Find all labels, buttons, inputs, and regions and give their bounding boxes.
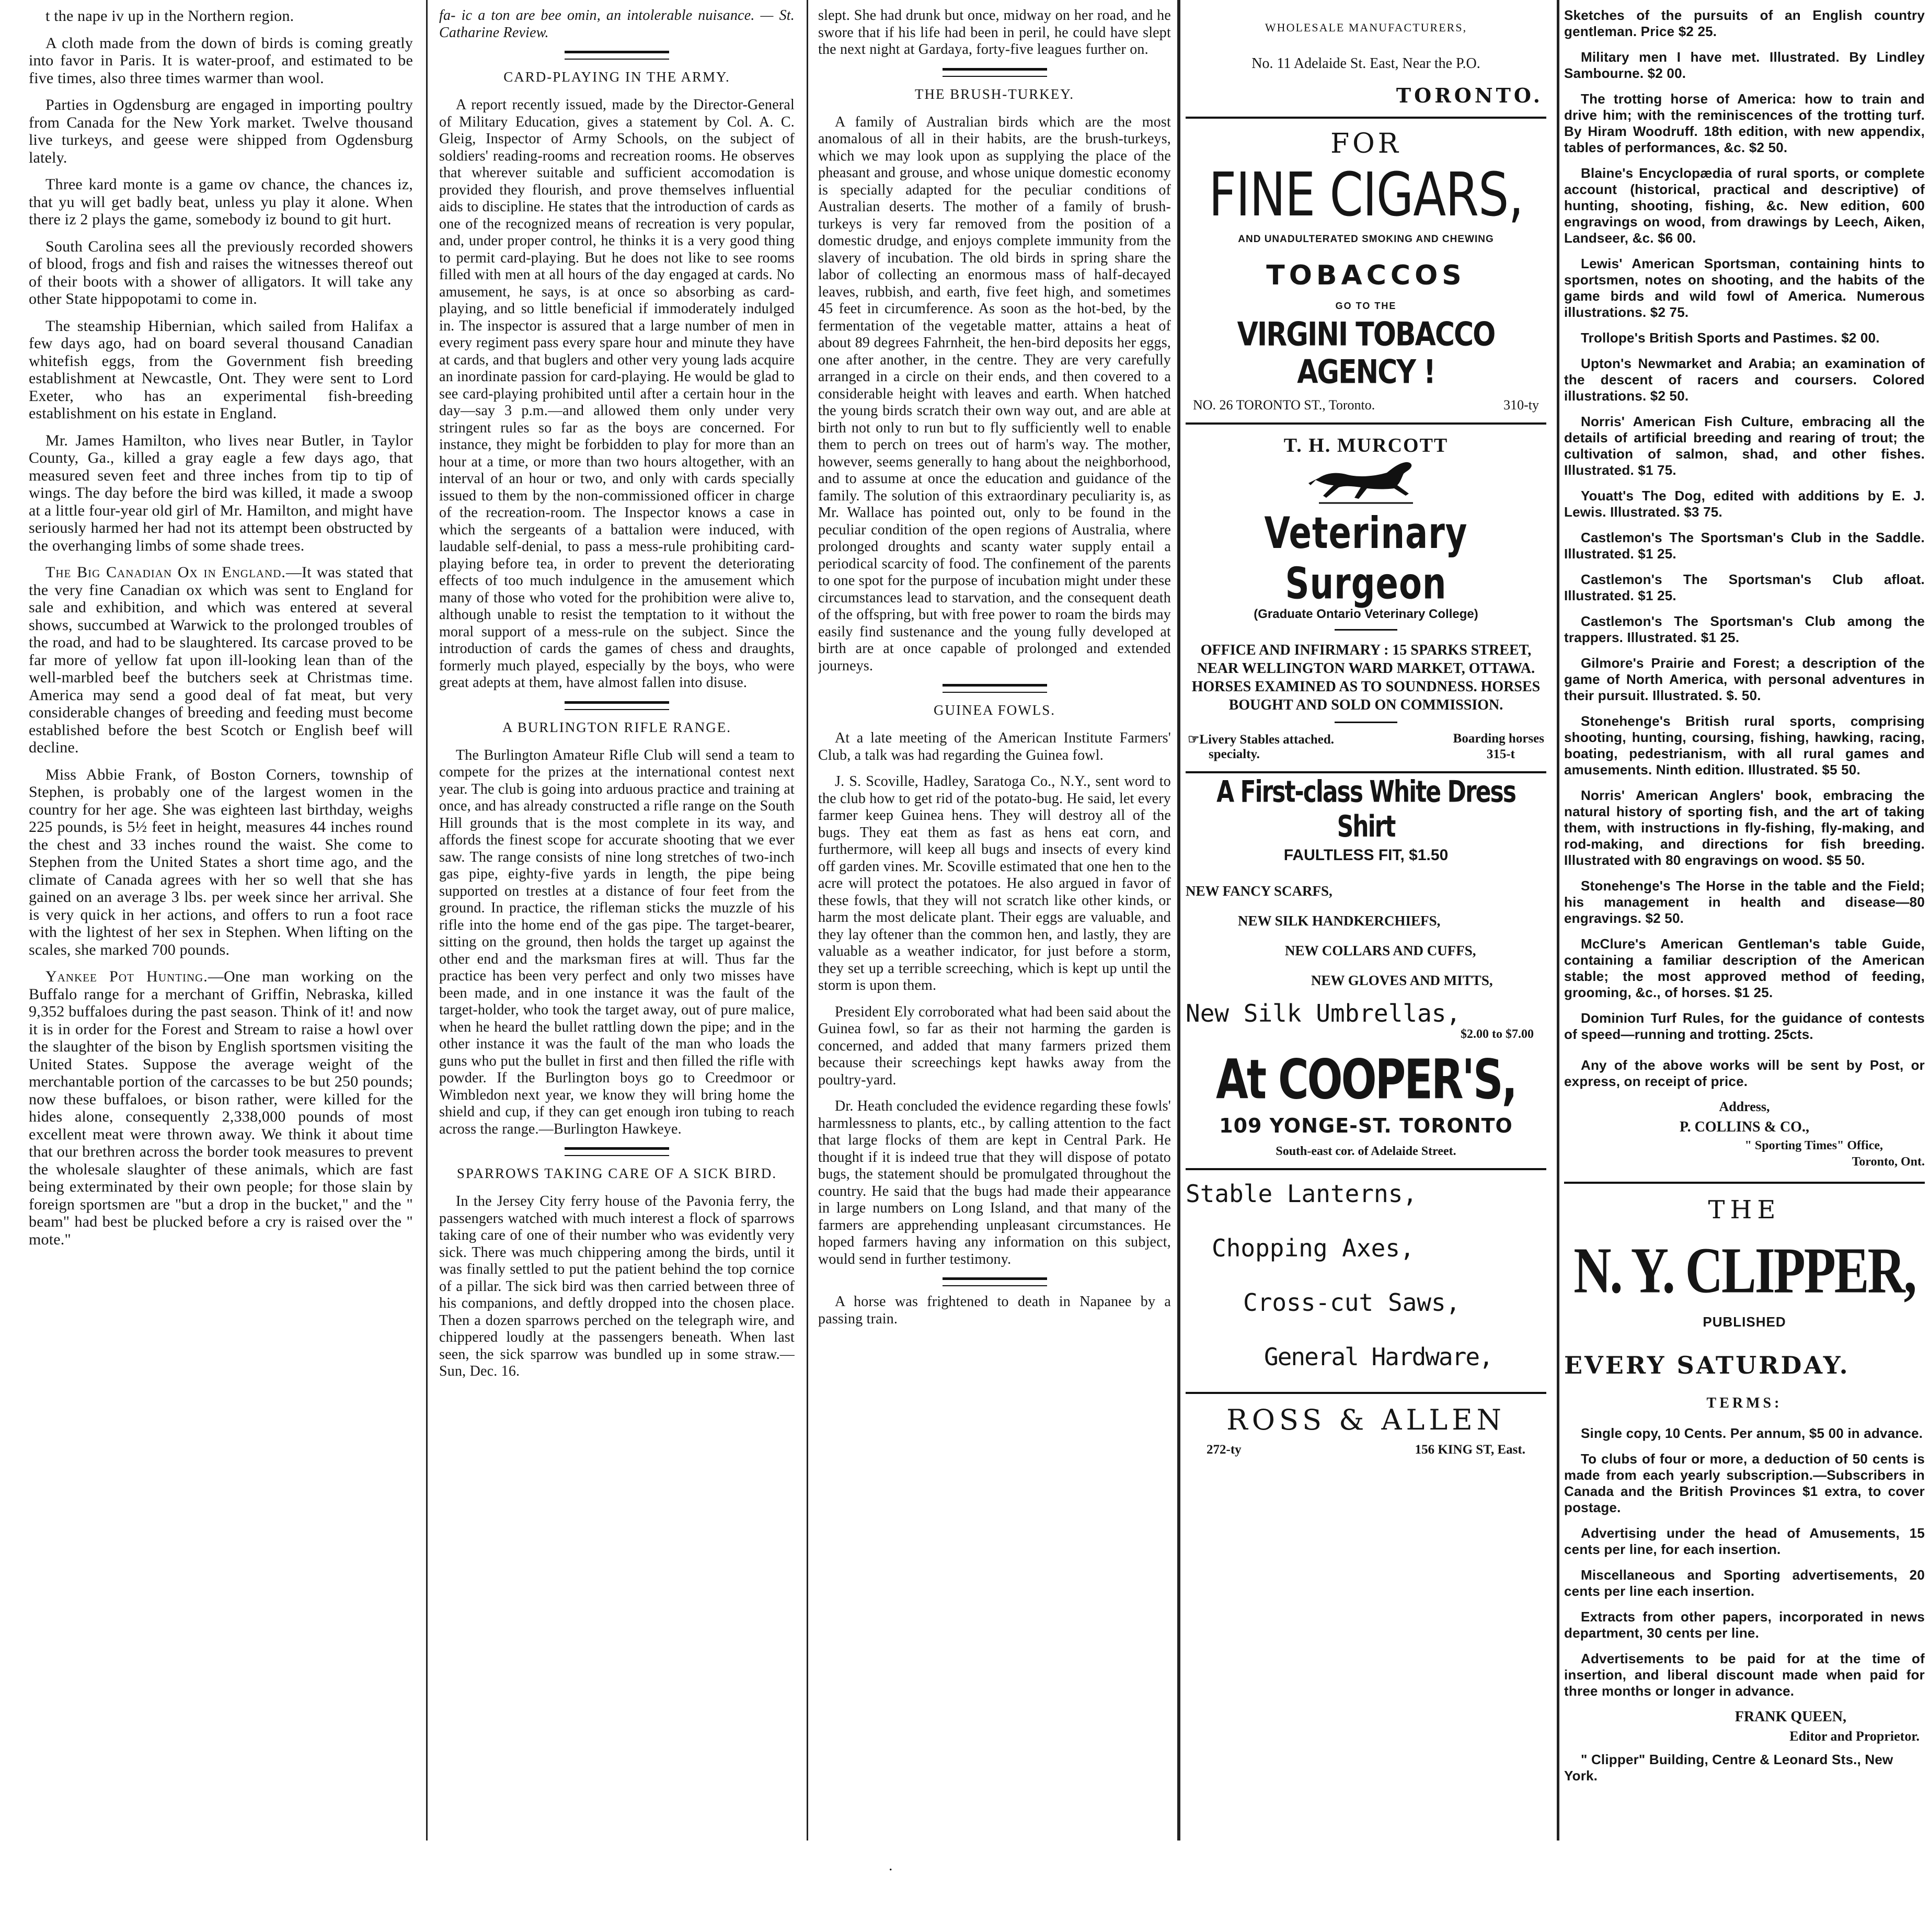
ad-line: Address, — [1719, 1099, 1770, 1114]
ad-line: EVERY SATURDAY. — [1564, 1351, 1850, 1379]
news-item: Parties in Ogdensburg are engaged in importing poultry from Canada for the New York market. Twelve thousand live turkeys, and geese were shipped from Ogdensburg lately. — [29, 96, 413, 166]
column-top-fragment: fa- ic a ton are bee omin, an intolerable nuisance. — St. Catharine Review. — [439, 7, 795, 41]
item-body: —It was stated that the very fine Canadian ox which was sent to England for sale and exhibition, and which was entered at several shows, succumbed at Warwick to the prolonged troubles of the road, and had to be slaughtered. Its carcase proved to be far more of yellow fat upon ill-looking lean than of the well-marbled beef the butchers seek at Christmas time. America may send a good deal of fat meat, but very considerable changes of breeding and feeding must become established before the best Scotch or English beef will decline. — [29, 564, 413, 756]
terms-item: Advertisements to be paid for at the time of insertion, and liberal discount made when paid for three months or longer in advance. — [1564, 1651, 1925, 1699]
ad-cigars — [1186, 128, 1546, 413]
book-entry: Youatt's The Dog, edited with additions by E. J. Lewis. Illustrated. $3 75. — [1564, 488, 1925, 520]
ad-divider — [1186, 117, 1546, 119]
news-item: t the nape iv up in the Northern region. — [45, 7, 294, 25]
ad-line: Cross-cut Saws, — [1243, 1288, 1461, 1317]
news-item: South Carolina sees all the previously recorded showers of blood, frogs and fish and raises the witnesses thereof out of their boots with a shower of alligators. It will take any other State hippopotami to come in. — [29, 237, 413, 307]
ad-body: Any of the above works will be sent by Post, or express, on receipt of price. — [1564, 1057, 1925, 1089]
ad-line: General Hardware, — [1264, 1343, 1492, 1371]
ad-headline: VIRGINI TOBACCO AGENCY ! — [1237, 316, 1495, 391]
book-list — [1564, 7, 1925, 1043]
news-item — [29, 968, 413, 1248]
ad-divider — [1186, 1392, 1546, 1394]
ad-headline: A First-class White Dress Shirt — [1216, 774, 1515, 844]
article-body: In the Jersey City ferry house of the Pavonia ferry, the passengers watched with much interest a flock of sparrows taking care of one of their number who was evidently very sick. There was much chippering among the birds, until it was finally settled to put the patient behind the top cornice of a pillar. The sick bird was then carried between three of his companions, and deftly dropped into the chosen place. Then a dozen sparrows perched on the telegraph wire, and chippered loudly at the passengers beneath. When last seen, the sick sparrow was bundled up in some straw.—Sun, Dec. 16. — [439, 1193, 795, 1379]
column-5 — [1564, 7, 1925, 1822]
section-divider — [565, 1147, 669, 1156]
ad-line: THE — [1708, 1195, 1781, 1225]
ad-line: NEW FANCY SCARFS, — [1186, 883, 1332, 899]
book-entry: Castlemon's The Sportsman's Club afloat. Illustrated. $1 25. — [1564, 571, 1925, 603]
ad-code: 310-ty — [1503, 397, 1539, 413]
news-item: A horse was frightened to death in Napanee by a passing train. — [818, 1294, 1171, 1327]
book-entry: Norris' American Anglers' book, embracing the natural history of sporting fish, and the art of taking them, with instructions in fly-fishing, fly-making, and rod-making, and directions for fish breeding. Illustrated with 80 engravings on wood. $5 50. — [1564, 787, 1925, 868]
article-body: A family of Australian birds which are the most anomalous of all in their habits, are the brush-turkeys, which we may look upon as supplying the place of the pheasant and grouse, and whose unique domestic economy is specially adapted for the peculiar conditions of Australian deserts. The mother of a family of brush-turkeys is very far removed from the position of a domestic drudge, and enjoys complete immunity from the slavery of incubation. The old birds in spring share the labor of collecting an enormous mass of half-decayed leaves, rubbish, and earth, five feet high, and sometimes 45 feet in circumference. As soon as the hot-bed, by the fermentation of the vegetable matter, attains a heat of about 89 degrees Fahrnheit, the hen-bird deposits her eggs, one after another, in the centre. They are very carefully arranged in a circle on their ends, and then covered to a considerable height with leaves and earth. When hatched the young birds scratch their own way out, and are able at birth not only to run but to fly sufficiently well to enable them to perch on trees out of harm's way. The mother, however, seems generally to hang about the neighborhood, and to assume at once the education and guidance of the family. The solution of this extraordinary peculiarity is, as Mr. Wallace has pointed out, only to be found in the peculiar condition of the open regions of Australia, where prolonged droughts and scanty water supply entail a periodical scarcity of food. The confinement of the parents to one spot for the purpose of incubation might under these circumstances lead to starvation, and the consequent death of the offspring, but with free power to roam the birds may easily find sustenance and the young fully developed at birth are at once capable of prolonged and extended journeys. — [818, 113, 1171, 674]
ad-note: specialty. — [1209, 747, 1260, 761]
ad-divider — [1186, 422, 1546, 425]
news-item: Mr. James Hamilton, who lives near Butler, in Taylor County, Ga., killed a gray eagle a few days ago, that measured seven feet and three inches from tip to tip of wings. The day before the bird was killed, it made a swoop at a little four-year old girl of Mr. Hamilton, and might have seriously harmed her had not its attempt been obstructed by the overhanging limbs of some shade trees. — [29, 431, 413, 554]
book-entry: Military men I have met. Illustrated. By Lindley Sambourne. $2 00. — [1564, 49, 1925, 81]
column-rule — [1557, 0, 1559, 1840]
ad-headline: ROSS & ALLEN — [1226, 1403, 1506, 1436]
article-heading: A BURLINGTON RIFLE RANGE. — [502, 719, 731, 735]
terms-item: Single copy, 10 Cents. Per annum, $5 00 in advance. — [1581, 1425, 1923, 1441]
section-divider — [943, 1277, 1047, 1286]
terms-item: To clubs of four or more, a deduction of 50 cents is made from each yearly subscription.—Subscribers in Canada and the British Provinces $1 extra, to cover postage. — [1564, 1451, 1925, 1515]
ad-line: Editor and Proprietor. — [1789, 1729, 1920, 1744]
ad-line: FAULTLESS FIT, $1.50 — [1283, 847, 1449, 864]
ad-line: NEW COLLARS AND CUFFS, — [1285, 943, 1476, 958]
column-rule — [807, 0, 808, 1840]
column-top-fragment: slept. She had drunk but once, midway on her road, and he swore that if his life had been in peril, he could have slept the next night at Gardaya, forty-five leagues further on. — [818, 7, 1171, 58]
ad-line: P. COLLINS & CO., — [1680, 1119, 1809, 1135]
ad-veterinary — [1186, 434, 1546, 762]
page-mark: . — [889, 1857, 893, 1874]
column-1 — [29, 7, 413, 1822]
ad-line: New Silk Umbrellas, — [1186, 999, 1461, 1027]
book-entry: Gilmore's Prairie and Forest; a description of the game of North America, with personal adventures in their pursuit. Illustrated. $. 50. — [1564, 655, 1925, 703]
ad-divider — [1186, 771, 1546, 773]
section-divider — [943, 68, 1047, 77]
column-2 — [439, 7, 795, 1822]
ad-wholesale — [1186, 21, 1546, 107]
ad-line: GO TO THE — [1335, 301, 1397, 311]
book-entry: Stonehenge's The Horse in the table and the Field; his management in health and disease—80 engravings. $2 50. — [1564, 878, 1925, 926]
ad-line: WHOLESALE MANUFACTURERS, — [1265, 21, 1467, 34]
ad-line: FRANK QUEEN, — [1734, 1709, 1846, 1725]
book-entry: Dominion Turf Rules, for the guidance of contests of speed—running and trotting. 25cts. — [1564, 1010, 1925, 1042]
ad-note: ☞Livery Stables attached. — [1188, 733, 1335, 747]
ad-line — [1186, 1443, 1546, 1457]
article-body: Dr. Heath concluded the evidence regarding these fowls' harmlessness to plants, etc., by calling attention to the fact that large flocks of them are kept in Central Park. He thought if it is indeed true that they will dispose of potato bugs, the statement should be promulgated throughout the country. He said that the bugs had made their appearance in large numbers on Long Island, and that many of the farmers are apprehending unpleasant circumstances. He hoped farmers having any information on this subject, would send in further testimony. — [818, 1098, 1171, 1267]
ad-line: 109 YONGE-ST. TORONTO — [1219, 1114, 1513, 1137]
article-body: J. S. Scoville, Hadley, Saratoga Co., N.Y., sent word to the club how to get rid of the potato-bug. He said, let every farmer keep Guinea hens. They will destroy all of the bugs. They eat them as fast as hens eat corn, and furthermore, will keep all bugs and insects of every kind off garden vines. Mr. Scoville estimated that one hen to the acre will protect the potatoes. He also argued in favor of these fowls, that they will not scratch like other kinds, or harm the most delicate plant. Their eggs are valuable, and they lay oftener than the common hen, and lastly, they are valuable as a weather indicator, for just before a storm, they set up a terrible screeching, which is kept up until the storm is upon them. — [818, 773, 1171, 993]
article-heading: THE BRUSH-TURKEY. — [914, 86, 1074, 102]
ad-line: T. H. MURCOTT — [1283, 435, 1449, 456]
ad-line: Chopping Axes, — [1212, 1234, 1415, 1262]
book-entry: Blaine's Encyclopædia of rural sports, or complete account (historical, practical and descriptive) of hunting, shooting, fishing, &c. New edition, 600 engravings on wood, from drawings by Leech, Aiken, Landseer, &c. $6 00. — [1564, 165, 1925, 246]
item-body: —One man working on the Buffalo range for a merchant of Griffin, Nebraska, killed 9,352 buffaloes during the past season. Think of it! and now it is in order for the Forest and Stream to raise a howl over the slaughter of the bison by English sportsmen visiting the United States. Suppose the average weight of the merchantable portion of the carcasses to be but 250 pounds; now these buffaloes, or bison rather, were killed for the hides alone, consequently 2,338,000 pounds of most excellent meat were thrown away. We think it about time that our brethren across the border took measures to prevent the wholesale slaughter of these animals, which are fast being exterminated by their own people; for those slain by foreign sportsmen are "but a drop in the bucket," and the " beam" had best be plucked before a cry is raised over the " mote." — [29, 968, 413, 1248]
ad-divider — [1186, 1168, 1546, 1170]
terms-item: Advertising under the head of Amusements, 15 cents per line, for each insertion. — [1564, 1525, 1925, 1557]
ad-line — [1186, 731, 1546, 747]
ad-ross-allen — [1186, 1180, 1546, 1457]
ad-line: $2.00 to $7.00 — [1461, 1027, 1534, 1041]
article-body: The Burlington Amateur Rifle Club will send a team to compete for the prizes at the international contest next year. The club is going into arduous practice and training at once, and has already constructed a rifle range on the South Hill grounds that is the most complete in its way, and affords the finest scope for accurate shooting that we ever saw. The range consists of nine long stretches of two-inch gas pipe, eighty-five yards in length, the pipe being supported on trestles at a distance of four feet from the ground. In practice, the rifleman sticks the muzzle of his rifle into the home end of the gas pipe. The target-bearer, sitting on the ground, then holds the target up against the other end and the marksman fires at will. Thus far the practice has been very perfect and only two misses have been made, and in one instance it was the fault of the target-holder, who took the target away, out of pure malice, when he heard the bullet rattling down the pipe; and in the other instance it was the fault of the man who loads the guns who put the bullet in first and then filled the rifle with powder. If the Burlington boys go to Creedmoor or Wimbledon next year, we know they will bring home the shield and cup, if they can get enough iron tubing to reach across the range.—Burlington Hawkeye. — [439, 747, 795, 1137]
ad-divider — [1564, 1182, 1925, 1184]
column-4-ads — [1186, 7, 1546, 1822]
ad-line: " Sporting Times" Office, — [1744, 1139, 1883, 1152]
terms-item: Extracts from other papers, incorporated in news department, 30 cents per line. — [1564, 1609, 1925, 1641]
book-entry: McClure's American Gentleman's table Guide, containing a familiar description of the American stable; the most approved method of feeding, grooming, &c., of horses. $1 25. — [1564, 936, 1925, 1000]
article-heading: GUINEA FOWLS. — [934, 702, 1055, 718]
book-entry: Norris' American Fish Culture, embracing all the details of artificial breeding and rearing of trout; the cultivation of salmon, shad, and other fishes. Illustrated. $1 75. — [1564, 414, 1925, 478]
ad-line: No. 11 Adelaide St. East, Near the P.O. — [1251, 55, 1480, 72]
ad-line: PUBLISHED — [1703, 1314, 1786, 1330]
ad-headline: TOBACCOS — [1266, 260, 1466, 291]
news-item: The steamship Hibernian, which sailed from Halifax a few days ago, had on board several thousand Canadian whitefish eggs, from the Government fish breeding establishment at Newcastle, Ont. They were sent to Lord Exeter, who has an experimental fish-breeding establishment on his estate in England. — [29, 317, 413, 422]
news-item: Three kard monte is a game ov chance, the chances iz, that yu will get badly beat, unless yu play it alone. When there iz 2 plays the game, somebody iz bound to git hurt. — [29, 176, 413, 228]
section-divider — [565, 51, 669, 60]
book-entry: Sketches of the pursuits of an English country gentleman. Price $2 25. — [1564, 7, 1925, 39]
ad-line: TORONTO. — [1396, 84, 1543, 107]
ad-address: NO. 26 TORONTO ST., Toronto. — [1193, 397, 1375, 413]
ad-code: 315-t — [1486, 747, 1515, 761]
ad-headline: FINE CIGARS, — [1209, 159, 1523, 230]
running-horse-icon — [1308, 457, 1423, 507]
news-item: Miss Abbie Frank, of Boston Corners, township of Stephen, is probably one of the largest women in the country for her age. She was eighteen last birthday, weighs 225 pounds, is 5½ feet in height, measures 44 inches round the chest and 33 inches round the waist. She come to Stephen from the United States a short time ago, and the climate of Canada agrees with her so well that she has gained on an average 3 lbs. per week since her arrival. She is very quick in her actions, and offers to run a foot race with the lightest of her sex in Stephen. When lifting on the scales, she marked 700 pounds. — [29, 765, 413, 958]
article-body: At a late meeting of the American Institute Farmers' Club, a talk was had regarding the Guinea fowl. — [818, 730, 1171, 763]
book-entry: Lewis' American Sportsman, containing hints to sportsmen, notes on shooting, and the habits of the game birds and wild fowl of America. Numerous illustrations. $2 75. — [1564, 256, 1925, 320]
column-3 — [818, 7, 1171, 1822]
ad-line: Toronto, Ont. — [1852, 1155, 1925, 1169]
ad-line: FOR — [1330, 128, 1401, 159]
ad-line: TERMS: — [1706, 1395, 1783, 1411]
column-rule — [426, 0, 428, 1840]
book-entry: Castlemon's The Sportsman's Club among the trappers. Illustrated. $1 25. — [1564, 613, 1925, 645]
news-item — [29, 564, 413, 757]
book-entry: The trotting horse of America: how to train and drive him; with the reminiscences of the trotting turf. By Hiram Woodruff. 18th edition, with new appendix, tables of performances, &c. $2 50. — [1564, 91, 1925, 155]
section-divider — [565, 701, 669, 710]
item-lead: Yankee Pot Hunting. — [45, 968, 208, 985]
article-heading: CARD-PLAYING IN THE ARMY. — [503, 69, 730, 85]
ad-note: Boarding horses — [1453, 731, 1544, 746]
ad-body: OFFICE AND INFIRMARY : 15 SPARKS STREET, NEAR WELLINGTON WARD MARKET, OTTAWA. HORSES EXAMINED AS TO SOUNDNESS. HORSES BOUGHT AND SOLD ON COMMISSION. — [1191, 642, 1541, 713]
ad-headline: At COOPER'S, — [1215, 1048, 1517, 1111]
ad-divider — [1335, 629, 1397, 631]
book-entry: Upton's Newmarket and Arabia; an examination of the descent of racers and coursers. Colored illustrations. $2 50. — [1564, 356, 1925, 404]
column-rule — [1177, 0, 1180, 1840]
article-body: A report recently issued, made by the Director-General of Military Education, gives a statement by Col. A. C. Gleig, Inspector of Army Schools, on the subject of soldiers' reading-rooms and recreation rooms. He observes that wherever suitable and sufficient accomodation is provided they flourish, and prove themselves influential aids to discipline. He states that the introduction of cards as one of the recognized means of recreation is very popular, and, under proper control, he thinks it is a very good thing to permit card-playing. But he does not like to see rooms filled with men at all hours of the day engaged at cards. No amusement, he says, is at once so absorbing as card-playing, and so little beneficial if immoderately indulged in. The inspector is assured that a large number of men in every regiment pass every spare hour and minute they have at cards, and that buglers and other very young lads acquire an inordinate passion for card-playing. He would be glad to see card-playing prohibited until after a certain hour in the day—say 3 p.m.—and allowed them only under very stringent rules so far as the boys are concerned. For instance, they might be forbidden to play for more than an hour at a time, or more than two hours altogether, with an interval of an hour or two, and only with cards specially issued to them by the non-commissioned officer in charge of the recreation-room. The Inspector knows a case in which the sergeants of a battalion were induced, with laudable self-denial, to pass a mess-rule prohibiting card-playing before tea, in order to prevent the deteriorating effects of too much indulgence in the amusement which many of those who voted for the prohibition were alive to, although unable to resist the temptation to it without the moral support of a mess-rule on the subject. Since the introduction of cards the games of chess and draughts, formerly much played, especially by the boys, who were great adepts at them, have almost fallen into disuse. — [439, 97, 795, 691]
ad-body: " Clipper" Building, Centre & Leonard Sts., New York. — [1564, 1752, 1893, 1784]
section-divider — [943, 684, 1047, 693]
book-entry: Stonehenge's British rural sports, comprising shooting, hunting, coursing, fishing, hawking, racing, boating, pedestrianism, with all rural games and amusements. Ninth edition. Illustrated. $5 50. — [1564, 713, 1925, 778]
ad-coopers — [1186, 774, 1546, 1159]
ad-address: 156 KING ST, East. — [1415, 1443, 1525, 1457]
ad-ny-clipper — [1564, 1195, 1925, 1784]
ad-line: South-east cor. of Adelaide Street. — [1276, 1145, 1456, 1158]
ad-line: (Graduate Ontario Veterinary College) — [1254, 607, 1478, 621]
news-item: A cloth made from the down of birds is coming greatly into favor in Paris. It is water-proof, and estimated to be five times, also three times warmer than wool. — [29, 34, 413, 87]
article-body: President Ely corroborated what had been said about the Guinea fowl, so far as their not harming the garden is concerned, and added that many farmers prized them because their screechings kept hawks away from the poultry-yard. — [818, 1003, 1171, 1088]
ad-line: Stable Lanterns, — [1186, 1180, 1418, 1208]
ad-line: NEW SILK HANDKERCHIEFS, — [1238, 913, 1441, 929]
book-entry: Trollope's British Sports and Pastimes. $2 00. — [1581, 330, 1880, 346]
ad-headline: Veterinary Surgeon — [1264, 508, 1468, 610]
item-lead: The Big Canadian Ox in England. — [45, 564, 286, 581]
ad-line: AND UNADULTERATED SMOKING AND CHEWING — [1238, 234, 1494, 245]
ad-divider — [1335, 722, 1397, 723]
ad-line: NEW GLOVES AND MITTS, — [1311, 973, 1493, 988]
ad-line — [1186, 397, 1546, 413]
article-heading: SPARROWS TAKING CARE OF A SICK BIRD. — [456, 1165, 777, 1181]
book-entry: Castlemon's The Sportsman's Club in the Saddle. Illustrated. $1 25. — [1564, 530, 1925, 562]
ad-code: 272-ty — [1207, 1443, 1242, 1457]
terms-list — [1564, 1425, 1925, 1699]
ad-headline: N. Y. CLIPPER, — [1573, 1234, 1915, 1307]
terms-item: Miscellaneous and Sporting advertisements, 20 cents per line each insertion. — [1564, 1567, 1925, 1599]
ad-line — [1186, 747, 1546, 762]
